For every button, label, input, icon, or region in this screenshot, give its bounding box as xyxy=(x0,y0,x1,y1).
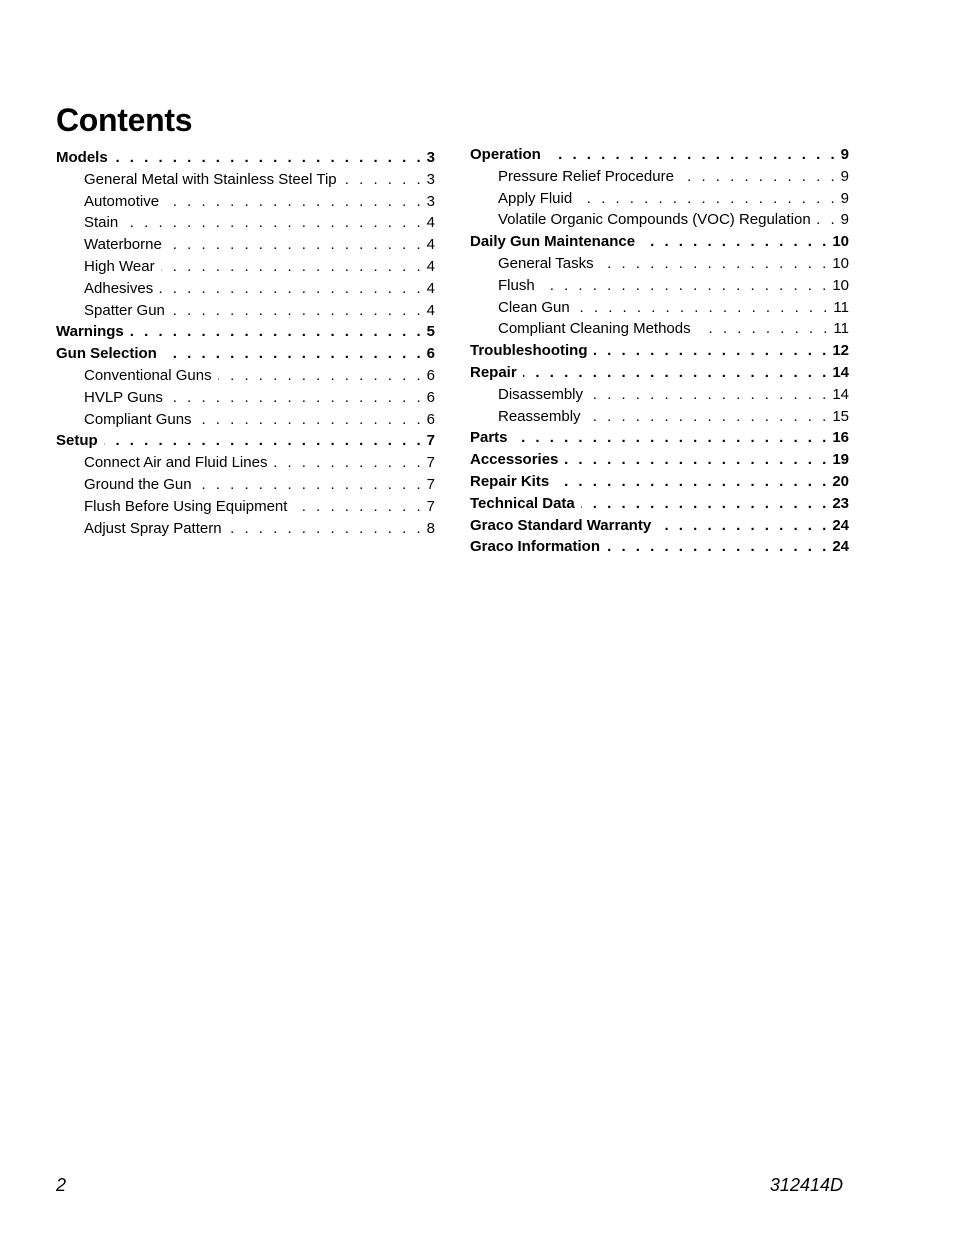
dot-leader xyxy=(198,409,424,431)
toc-entry-page: 7 xyxy=(426,475,435,493)
toc-entry[interactable] xyxy=(56,496,435,518)
toc-entry-page: 9 xyxy=(840,189,849,207)
toc-entry-page: 5 xyxy=(426,323,435,341)
toc-entry-label: Pressure Relief Procedure xyxy=(498,167,674,185)
dot-leader xyxy=(589,384,829,406)
toc-entry-label: Reassembly xyxy=(498,407,581,425)
dot-leader xyxy=(104,430,424,452)
toc-entry-label: HVLP Guns xyxy=(84,388,163,406)
toc-entry[interactable] xyxy=(470,493,849,515)
toc-entry-page: 7 xyxy=(426,497,435,515)
toc-entry-page: 14 xyxy=(832,385,849,403)
dot-leader xyxy=(218,365,424,387)
toc-entry-page: 7 xyxy=(426,432,435,450)
toc-entry-label: Parts xyxy=(470,429,508,447)
toc-entry-page: 9 xyxy=(840,211,849,229)
toc-entry-label: Disassembly xyxy=(498,385,584,403)
dot-leader xyxy=(581,493,830,515)
toc-entry-page: 9 xyxy=(840,146,849,163)
toc-entry-label: Waterborne xyxy=(84,236,162,254)
toc-entry-page: 12 xyxy=(832,342,849,360)
toc-entry-label: Repair xyxy=(470,363,517,381)
toc-entry-page: 20 xyxy=(832,472,849,490)
toc-entry[interactable] xyxy=(470,449,849,471)
dot-leader xyxy=(124,212,423,234)
dot-leader xyxy=(587,406,830,428)
toc-entry[interactable] xyxy=(470,297,849,319)
dot-leader xyxy=(171,300,424,322)
toc-entry-page: 4 xyxy=(426,301,435,319)
dot-leader xyxy=(600,253,830,275)
dot-leader xyxy=(168,234,424,256)
toc-entry-page: 6 xyxy=(426,345,435,363)
dot-leader xyxy=(293,496,423,518)
footer-document-number: 312414D xyxy=(769,1175,843,1195)
toc-entry-label: Technical Data xyxy=(470,494,575,512)
dot-leader xyxy=(697,318,831,340)
toc-entry-label: Adhesives xyxy=(84,279,154,297)
toc-entry[interactable] xyxy=(470,536,849,558)
toc-entry-label: Volatile Organic Compounds (VOC) Regulation xyxy=(498,211,811,229)
toc-entry-label: Ground the Gun xyxy=(84,475,192,493)
toc-entry[interactable] xyxy=(56,300,435,322)
toc-entry-page: 19 xyxy=(832,451,849,469)
dot-leader xyxy=(641,231,829,253)
toc-entry-page: 10 xyxy=(832,254,849,272)
toc-entry-page: 4 xyxy=(426,257,435,275)
toc-entry-label: Compliant Cleaning Methods xyxy=(498,320,691,338)
toc-entry[interactable] xyxy=(470,188,849,210)
dot-leader xyxy=(657,515,829,537)
toc-entry-label: Conventional Guns xyxy=(84,366,212,384)
dot-leader xyxy=(163,343,424,365)
toc-entry-label: Apply Fluid xyxy=(498,189,573,207)
toc-entry-page: 10 xyxy=(832,276,849,294)
toc-entry-label: Models xyxy=(56,149,108,166)
toc-entry[interactable] xyxy=(470,275,849,297)
toc-entry-label: Daily Gun Maintenance xyxy=(470,233,636,251)
toc-entry-label: High Wear xyxy=(84,257,155,275)
dot-leader xyxy=(165,191,424,213)
toc-entry-label: Flush xyxy=(498,276,535,294)
toc-column-right xyxy=(470,144,849,558)
toc-entry-page: 24 xyxy=(832,516,849,534)
toc-entry[interactable] xyxy=(470,384,849,406)
toc-entry[interactable] xyxy=(470,209,849,231)
toc-entry-page: 6 xyxy=(426,410,435,428)
toc-entry[interactable] xyxy=(470,427,849,449)
toc-entry[interactable] xyxy=(56,278,435,300)
toc-entry[interactable] xyxy=(470,340,849,362)
toc-entry-page: 3 xyxy=(426,192,435,210)
toc-entry[interactable] xyxy=(470,253,849,275)
toc-entry[interactable] xyxy=(56,518,435,540)
toc-entry[interactable] xyxy=(56,474,435,496)
dot-leader xyxy=(273,452,423,474)
toc-entry-page: 15 xyxy=(832,407,849,425)
dot-leader xyxy=(514,427,830,449)
dot-leader xyxy=(564,449,829,471)
toc-entry-page: 11 xyxy=(833,320,849,338)
toc-entry[interactable] xyxy=(56,191,435,213)
toc-entry-page: 23 xyxy=(832,494,849,512)
dot-leader xyxy=(228,518,424,540)
toc-entry[interactable] xyxy=(56,365,435,387)
dot-leader xyxy=(523,362,830,384)
toc-entry-label: Setup xyxy=(56,432,98,450)
toc-entry[interactable] xyxy=(56,256,435,278)
toc-entry-label: Operation xyxy=(470,146,541,163)
toc-entry[interactable] xyxy=(470,471,849,493)
toc-entry[interactable] xyxy=(470,166,849,188)
dot-leader xyxy=(576,297,831,319)
toc-entry-page: 8 xyxy=(426,519,435,537)
dot-leader xyxy=(198,474,424,496)
dot-leader xyxy=(114,147,424,169)
dot-leader xyxy=(578,188,837,210)
dot-leader xyxy=(161,256,424,278)
page-title: Contents xyxy=(56,102,193,138)
toc-entry-label: Connect Air and Fluid Lines xyxy=(84,454,268,472)
dot-leader xyxy=(547,144,838,166)
toc-entry[interactable] xyxy=(56,387,435,409)
toc-entry[interactable] xyxy=(56,343,435,365)
dot-leader xyxy=(606,536,829,558)
toc-entry-label: Accessories xyxy=(470,451,559,469)
toc-entry[interactable] xyxy=(56,234,435,256)
toc-entry[interactable] xyxy=(56,169,435,191)
toc-entry-label: Repair Kits xyxy=(470,472,550,490)
dot-leader xyxy=(541,275,830,297)
toc-entry-label: Graco Information xyxy=(470,538,601,556)
toc-entry-page: 4 xyxy=(426,279,435,297)
toc-entry[interactable] xyxy=(470,406,849,428)
toc-entry[interactable] xyxy=(470,144,849,166)
toc-entry[interactable] xyxy=(470,318,849,340)
toc-entry-page: 11 xyxy=(833,298,849,316)
dot-leader xyxy=(159,278,423,300)
toc-entry-label: Troubleshooting xyxy=(470,342,588,360)
toc-entry-page: 3 xyxy=(426,149,435,166)
toc-entry[interactable] xyxy=(470,515,849,537)
dot-leader xyxy=(594,340,830,362)
toc-entry-label: General Metal with Stainless Steel Tip xyxy=(84,170,337,188)
toc-entry[interactable] xyxy=(470,362,849,384)
toc-entry[interactable] xyxy=(56,212,435,234)
toc-entry-label: Flush Before Using Equipment xyxy=(84,497,288,515)
toc-entry-label: Clean Gun xyxy=(498,298,570,316)
toc-entry-label: Spatter Gun xyxy=(84,301,165,319)
dot-leader xyxy=(169,387,424,409)
toc-entry[interactable] xyxy=(470,231,849,253)
toc-entry-label: Compliant Guns xyxy=(84,410,192,428)
dot-leader xyxy=(680,166,838,188)
footer-page-number: 2 xyxy=(56,1175,67,1195)
toc-entry[interactable] xyxy=(56,430,435,452)
dot-leader xyxy=(817,209,838,231)
dot-leader xyxy=(343,169,424,191)
toc-entry-label: Adjust Spray Pattern xyxy=(84,519,222,537)
toc-entry-label: Stain xyxy=(84,214,119,232)
toc-entry-page: 4 xyxy=(426,236,435,254)
toc-entry-page: 3 xyxy=(426,170,435,188)
toc-entry-label: Warnings xyxy=(56,323,124,341)
toc-entry-page: 7 xyxy=(426,454,435,472)
toc-entry[interactable] xyxy=(56,321,435,343)
toc-entry-page: 9 xyxy=(840,167,849,185)
toc-entry-page: 6 xyxy=(426,388,435,406)
toc-entry-page: 16 xyxy=(832,429,849,447)
toc-entry-label: Graco Standard Warranty xyxy=(470,516,652,534)
toc-entry[interactable] xyxy=(56,147,435,169)
toc-entry[interactable] xyxy=(56,409,435,431)
toc-entry-page: 4 xyxy=(426,214,435,232)
toc-entry-label: Automotive xyxy=(84,192,160,210)
toc-entry-page: 10 xyxy=(832,233,849,251)
toc-entry-page: 6 xyxy=(426,366,435,384)
toc-entry-page: 14 xyxy=(832,363,849,381)
toc-entry-label: General Tasks xyxy=(498,254,594,272)
toc-column-left xyxy=(56,147,435,539)
dot-leader xyxy=(555,471,829,493)
toc-entry-page: 24 xyxy=(832,538,849,556)
toc-entry-label: Gun Selection xyxy=(56,345,157,363)
dot-leader xyxy=(130,321,424,343)
toc-entry[interactable] xyxy=(56,452,435,474)
